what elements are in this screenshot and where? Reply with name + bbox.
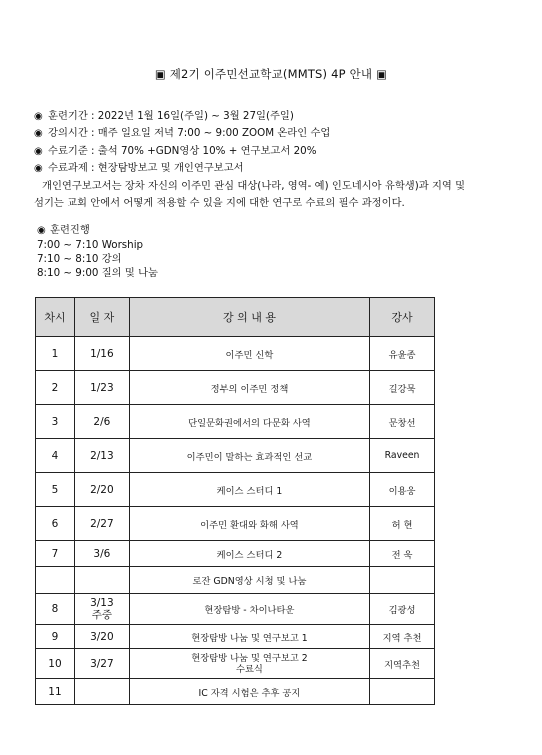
date-cell: 2/6 [74,405,129,439]
schedule-item: 8:10 ~ 9:00 질의 및 나눔 [37,267,158,279]
report-description [34,178,504,212]
instructor-cell: 허 현 [370,507,435,541]
session-cell: 2 [36,371,75,405]
schedule-item: 7:10 ~ 8:10 강의 [37,253,122,265]
instructor-cell: 김광성 [370,594,435,625]
date-line: 3/13 [90,597,114,609]
schedule-heading-text: 훈련진행 [50,224,90,236]
session-cell: 6 [36,507,75,541]
content-line: 수료식 [235,663,263,675]
column-header-date: 일 자 [74,298,129,337]
content-cell: 이주민 신학 [129,337,369,371]
page-title: ▣ 제2기 이주민선교학교(MMTS) 4P 안내 ▣ [154,67,388,81]
info-text: 수료과제 : 현장탐방보고 및 개인연구보고서 [48,162,244,175]
bullet-icon: ◉ [34,145,43,157]
date-cell: 1/23 [74,371,129,405]
description-line: 개인연구보고서는 장차 자신의 이주민 관심 대상(나라, 영역- 예) 인도네시아 유학생)과 지역 및 [42,180,466,192]
content-cell: 이주민이 말하는 효과적인 선교 [129,439,369,473]
info-text: 수료기준 : 출석 70% +GDN영상 10% + 연구보고서 20% [48,144,317,157]
info-training-period [34,108,330,125]
bullet-icon: ◉ [34,128,43,140]
table-row [36,337,435,371]
content-cell [129,649,369,679]
table-header-row [36,298,435,337]
info-lecture-time [34,125,330,142]
session-cell: 11 [36,679,75,705]
date-cell [74,594,129,625]
instructor-cell: 이용웅 [370,473,435,507]
date-cell: 3/6 [74,541,129,567]
bullet-icon: ◉ [34,111,43,122]
table-row [36,594,435,625]
table-row [36,405,435,439]
table-row [36,567,435,594]
column-header-content: 강 의 내 용 [129,298,369,337]
content-cell: 정부의 이주민 정책 [129,371,369,405]
instructor-cell: Raveen [370,439,435,473]
schedule-heading [37,223,158,238]
column-header-session: 차시 [36,298,75,337]
date-cell: 2/27 [74,507,129,541]
content-cell: 현장탐방 - 차이나타운 [129,594,369,625]
instructor-cell [370,679,435,705]
session-cell: 7 [36,541,75,567]
info-completion-criteria [34,143,330,160]
table-row [36,541,435,567]
content-cell: 로잔 GDN영상 시청 및 나눔 [129,567,369,594]
date-cell: 3/27 [74,649,129,679]
date-cell: 2/20 [74,473,129,507]
curriculum-table [35,297,435,705]
content-cell: 이주민 환대와 화해 사역 [129,507,369,541]
session-cell: 5 [36,473,75,507]
session-cell [36,567,75,594]
bullet-icon: ◉ [34,163,43,175]
table-row [36,679,435,705]
instructor-cell [370,567,435,594]
description-line: 섬기는 교회 안에서 어떻게 적용할 수 있을 지에 대한 연구로 수료의 필수 과정이다. [34,196,405,209]
content-cell: 현장탐방 나눔 및 연구보고 1 [129,625,369,649]
session-cell: 3 [36,405,75,439]
info-text: 강의시간 : 매주 일요일 저녁 7:00 ~ 9:00 ZOOM 온라인 수업 [48,127,331,140]
instructor-cell: 지역 추천 [370,625,435,649]
session-cell: 10 [36,649,75,679]
table-row [36,473,435,507]
instructor-cell: 길강묵 [370,371,435,405]
table-row [36,625,435,649]
bullet-icon: ◉ [37,225,46,236]
info-completion-tasks [34,160,330,177]
date-cell: 2/13 [74,439,129,473]
info-section [34,108,330,178]
session-cell: 4 [36,439,75,473]
session-cell: 9 [36,625,75,649]
table-row [36,439,435,473]
table-row [36,649,435,679]
info-text: 훈련기간 : 2022년 1월 16일(주일) ~ 3월 27일(주일) [48,110,294,122]
date-cell: 3/20 [74,625,129,649]
content-cell: IC 자격 시험은 추후 공지 [129,679,369,705]
schedule-item: 7:00 ~ 7:10 Worship [37,239,144,251]
content-cell: 단일문화권에서의 다문화 사역 [129,405,369,439]
content-cell: 케이스 스터디 1 [129,473,369,507]
column-header-instructor: 강사 [370,298,435,337]
instructor-cell: 유윤종 [370,337,435,371]
date-cell: 1/16 [74,337,129,371]
date-cell [74,679,129,705]
content-cell: 케이스 스터디 2 [129,541,369,567]
content-line: 현장탐방 나눔 및 연구보고 2 [191,652,308,664]
table-row [36,507,435,541]
date-note: 주중 [91,609,113,621]
table-row [36,371,435,405]
instructor-cell: 지역추천 [370,649,435,679]
date-cell [74,567,129,594]
session-cell: 1 [36,337,75,371]
session-cell: 8 [36,594,75,625]
instructor-cell: 문창선 [370,405,435,439]
schedule-section [37,223,158,280]
instructor-cell: 전 욱 [370,541,435,567]
